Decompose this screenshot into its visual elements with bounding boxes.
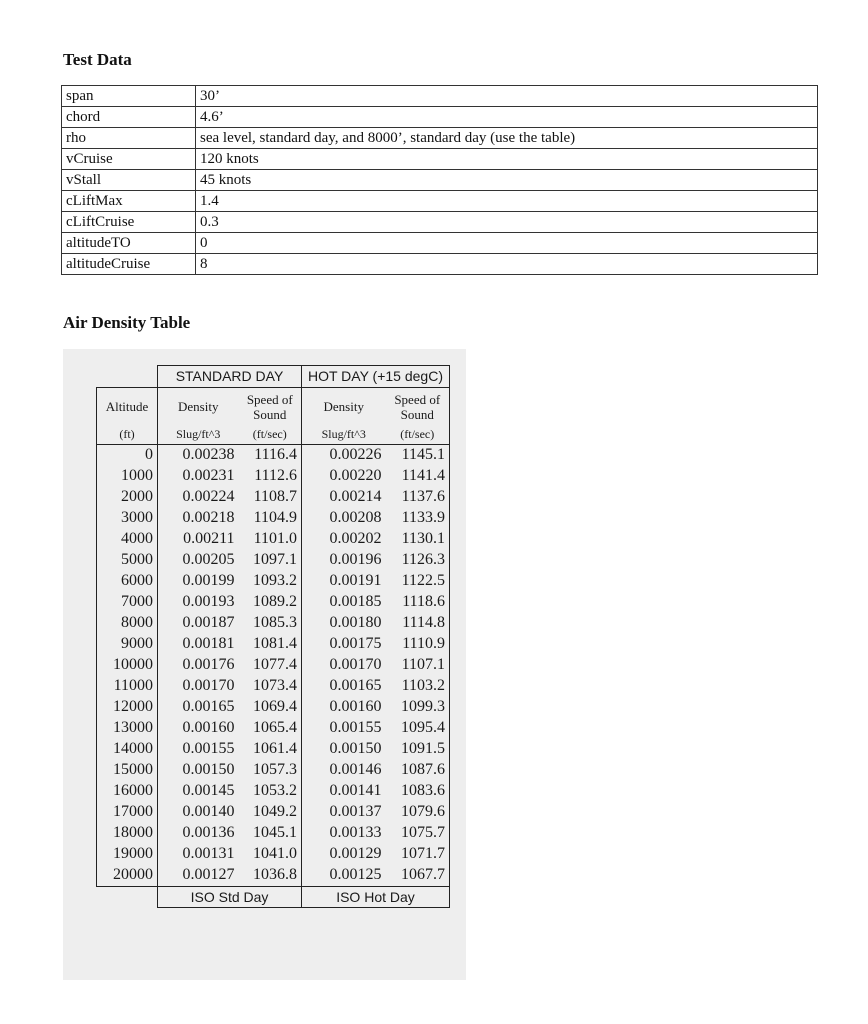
test-data-row	[62, 254, 818, 275]
std-speed-cell: 1069.4	[239, 697, 302, 718]
air-density-table	[96, 365, 450, 908]
test-data-heading: Test Data	[63, 50, 132, 69]
std-density-cell: 0.00231	[182, 467, 235, 484]
hot-speed-cell: 1095.4	[386, 718, 450, 739]
test-data-value: 30’	[196, 86, 818, 107]
test-data-row	[62, 212, 818, 233]
air-density-table-image	[63, 349, 466, 980]
std-speed-cell: 1049.2	[239, 802, 302, 823]
hot-speed-cell: 1079.6	[386, 802, 450, 823]
density-row	[97, 466, 450, 487]
test-data-value: 120 knots	[196, 149, 818, 170]
test-data-key: rho	[62, 128, 196, 149]
test-data-key: cLiftCruise	[62, 212, 196, 233]
group-header-row	[97, 366, 450, 388]
altitude-cell: 4000	[97, 529, 158, 550]
hot-density-cell: 0.00146	[329, 761, 382, 778]
altitude-cell: 11000	[97, 676, 158, 697]
hot-density-cell: 0.00129	[329, 845, 382, 862]
hot-day-group-header: HOT DAY (+15 degC)	[302, 366, 450, 388]
density-row	[97, 802, 450, 823]
hot-speed-cell: 1122.5	[386, 571, 450, 592]
hot-density-cell: 0.00170	[329, 656, 382, 673]
altitude-cell: 10000	[97, 655, 158, 676]
test-data-table	[61, 85, 818, 275]
altitude-cell: 8000	[97, 613, 158, 634]
test-data-row	[62, 86, 818, 107]
test-data-key: altitudeCruise	[62, 254, 196, 275]
std-speed-cell: 1061.4	[239, 739, 302, 760]
std-speed-cell: 1108.7	[239, 487, 302, 508]
hot-speed-cell: 1137.6	[386, 487, 450, 508]
iso-std-day-label: ISO Std Day	[158, 886, 302, 908]
hot-density-cell: 0.00133	[329, 824, 382, 841]
std-density-unit: Slug/ft^3	[158, 426, 239, 445]
density-row	[97, 739, 450, 760]
hot-speed-cell: 1141.4	[386, 466, 450, 487]
hot-density-unit: Slug/ft^3	[302, 426, 386, 445]
test-data-row	[62, 170, 818, 191]
std-density-cell: 0.00150	[182, 761, 235, 778]
test-data-row	[62, 149, 818, 170]
hot-density-cell: 0.00226	[329, 446, 382, 463]
std-speed-cell: 1116.4	[239, 444, 302, 466]
hot-density-cell: 0.00202	[329, 530, 382, 547]
density-row	[97, 571, 450, 592]
altitude-cell: 15000	[97, 760, 158, 781]
std-density-cell: 0.00170	[182, 677, 235, 694]
hot-speed-cell: 1133.9	[386, 508, 450, 529]
std-speed-cell: 1065.4	[239, 718, 302, 739]
hot-speed-cell: 1071.7	[386, 844, 450, 865]
hot-speed-cell: 1075.7	[386, 823, 450, 844]
density-row	[97, 655, 450, 676]
density-row	[97, 613, 450, 634]
altitude-cell: 12000	[97, 697, 158, 718]
std-density-cell: 0.00205	[182, 551, 235, 568]
test-data-row	[62, 191, 818, 212]
altitude-cell: 2000	[97, 487, 158, 508]
density-row	[97, 529, 450, 550]
density-row	[97, 781, 450, 802]
iso-hot-day-label: ISO Hot Day	[302, 886, 450, 908]
altitude-cell: 14000	[97, 739, 158, 760]
std-speed-cell: 1085.3	[239, 613, 302, 634]
altitude-cell: 20000	[97, 865, 158, 887]
density-row	[97, 592, 450, 613]
hot-density-cell: 0.00125	[302, 865, 386, 887]
test-data-key: cLiftMax	[62, 191, 196, 212]
footer-row	[97, 886, 450, 908]
hot-density-cell: 0.00155	[329, 719, 382, 736]
hot-speed-cell: 1110.9	[386, 634, 450, 655]
altitude-cell: 5000	[97, 550, 158, 571]
density-row	[97, 823, 450, 844]
std-speed-cell: 1081.4	[239, 634, 302, 655]
density-row	[97, 760, 450, 781]
test-data-row	[62, 233, 818, 254]
std-density-header: Density	[158, 387, 239, 426]
std-speed-cell: 1036.8	[239, 865, 302, 887]
hot-density-header: Density	[302, 387, 386, 426]
std-density-cell: 0.00127	[158, 865, 239, 887]
altitude-unit: (ft)	[97, 426, 158, 445]
hot-speed-cell: 1099.3	[386, 697, 450, 718]
density-row	[97, 550, 450, 571]
test-data-value: 8	[196, 254, 818, 275]
altitude-cell: 1000	[97, 466, 158, 487]
hot-speed-cell: 1114.8	[386, 613, 450, 634]
std-speed-cell: 1041.0	[239, 844, 302, 865]
hot-density-cell: 0.00196	[329, 551, 382, 568]
altitude-cell: 16000	[97, 781, 158, 802]
test-data-value: 0.3	[196, 212, 818, 233]
std-speed-cell: 1104.9	[239, 508, 302, 529]
std-density-cell: 0.00224	[182, 488, 235, 505]
density-row	[97, 697, 450, 718]
altitude-cell: 6000	[97, 571, 158, 592]
hot-speed-cell: 1107.1	[386, 655, 450, 676]
std-density-cell: 0.00187	[182, 614, 235, 631]
std-density-cell: 0.00238	[182, 446, 235, 463]
density-row	[97, 718, 450, 739]
altitude-cell: 0	[97, 444, 158, 466]
test-data-key: altitudeTO	[62, 233, 196, 254]
std-density-cell: 0.00165	[182, 698, 235, 715]
altitude-cell: 13000	[97, 718, 158, 739]
altitude-cell: 19000	[97, 844, 158, 865]
hot-density-cell: 0.00191	[329, 572, 382, 589]
std-speed-unit: (ft/sec)	[239, 426, 302, 445]
density-row	[97, 444, 450, 466]
test-data-value: sea level, standard day, and 8000’, standard day (use the table)	[196, 128, 818, 149]
std-speed-cell: 1097.1	[239, 550, 302, 571]
hot-density-cell: 0.00180	[329, 614, 382, 631]
std-density-cell: 0.00155	[182, 740, 235, 757]
density-row	[97, 865, 450, 887]
test-data-value: 0	[196, 233, 818, 254]
std-speed-cell: 1112.6	[239, 466, 302, 487]
test-data-value: 1.4	[196, 191, 818, 212]
hot-speed-cell: 1087.6	[386, 760, 450, 781]
std-density-cell: 0.00218	[182, 509, 235, 526]
std-density-cell: 0.00181	[182, 635, 235, 652]
hot-density-cell: 0.00137	[329, 803, 382, 820]
std-density-cell: 0.00160	[182, 719, 235, 736]
std-speed-cell: 1045.1	[239, 823, 302, 844]
std-speed-cell: 1077.4	[239, 655, 302, 676]
test-data-key: span	[62, 86, 196, 107]
density-row	[97, 676, 450, 697]
test-data-key: vCruise	[62, 149, 196, 170]
hot-speed-cell: 1118.6	[386, 592, 450, 613]
altitude-cell: 7000	[97, 592, 158, 613]
hot-density-cell: 0.00214	[329, 488, 382, 505]
hot-speed-unit: (ft/sec)	[386, 426, 450, 445]
std-density-cell: 0.00211	[183, 530, 235, 547]
hot-speed-cell: 1067.7	[386, 865, 450, 887]
std-density-cell: 0.00199	[182, 572, 235, 589]
hot-density-cell: 0.00150	[329, 740, 382, 757]
hot-density-cell: 0.00175	[329, 635, 382, 652]
std-density-cell: 0.00193	[182, 593, 235, 610]
hot-density-cell: 0.00165	[329, 677, 382, 694]
hot-speed-cell: 1103.2	[386, 676, 450, 697]
std-speed-cell: 1093.2	[239, 571, 302, 592]
hot-speed-cell: 1126.3	[386, 550, 450, 571]
altitude-cell: 3000	[97, 508, 158, 529]
density-row	[97, 634, 450, 655]
std-speed-header: Speed of Sound	[239, 387, 302, 426]
test-data-key: vStall	[62, 170, 196, 191]
hot-speed-cell: 1083.6	[386, 781, 450, 802]
test-data-value: 4.6’	[196, 107, 818, 128]
unit-row	[97, 426, 450, 445]
test-data-row	[62, 107, 818, 128]
density-row	[97, 508, 450, 529]
hot-density-cell: 0.00208	[329, 509, 382, 526]
standard-day-group-header: STANDARD DAY	[158, 366, 302, 388]
density-row	[97, 844, 450, 865]
std-density-cell: 0.00140	[182, 803, 235, 820]
air-density-heading: Air Density Table	[63, 313, 191, 332]
hot-speed-cell: 1145.1	[386, 444, 450, 466]
hot-speed-cell: 1130.1	[386, 529, 450, 550]
hot-speed-header: Speed of Sound	[386, 387, 450, 426]
altitude-cell: 17000	[97, 802, 158, 823]
hot-density-cell: 0.00160	[329, 698, 382, 715]
hot-speed-cell: 1091.5	[386, 739, 450, 760]
std-speed-cell: 1101.0	[239, 529, 302, 550]
density-row	[97, 487, 450, 508]
altitude-header: Altitude	[97, 387, 158, 426]
std-speed-cell: 1089.2	[239, 592, 302, 613]
std-density-cell: 0.00145	[182, 782, 235, 799]
hot-density-cell: 0.00141	[329, 782, 382, 799]
altitude-cell: 18000	[97, 823, 158, 844]
std-density-cell: 0.00136	[182, 824, 235, 841]
test-data-key: chord	[62, 107, 196, 128]
std-density-cell: 0.00131	[182, 845, 235, 862]
altitude-cell: 9000	[97, 634, 158, 655]
test-data-value: 45 knots	[196, 170, 818, 191]
std-speed-cell: 1073.4	[239, 676, 302, 697]
test-data-row	[62, 128, 818, 149]
std-density-cell: 0.00176	[182, 656, 235, 673]
std-speed-cell: 1053.2	[239, 781, 302, 802]
std-speed-cell: 1057.3	[239, 760, 302, 781]
hot-density-cell: 0.00185	[329, 593, 382, 610]
hot-density-cell: 0.00220	[329, 467, 382, 484]
column-header-row	[97, 387, 450, 426]
